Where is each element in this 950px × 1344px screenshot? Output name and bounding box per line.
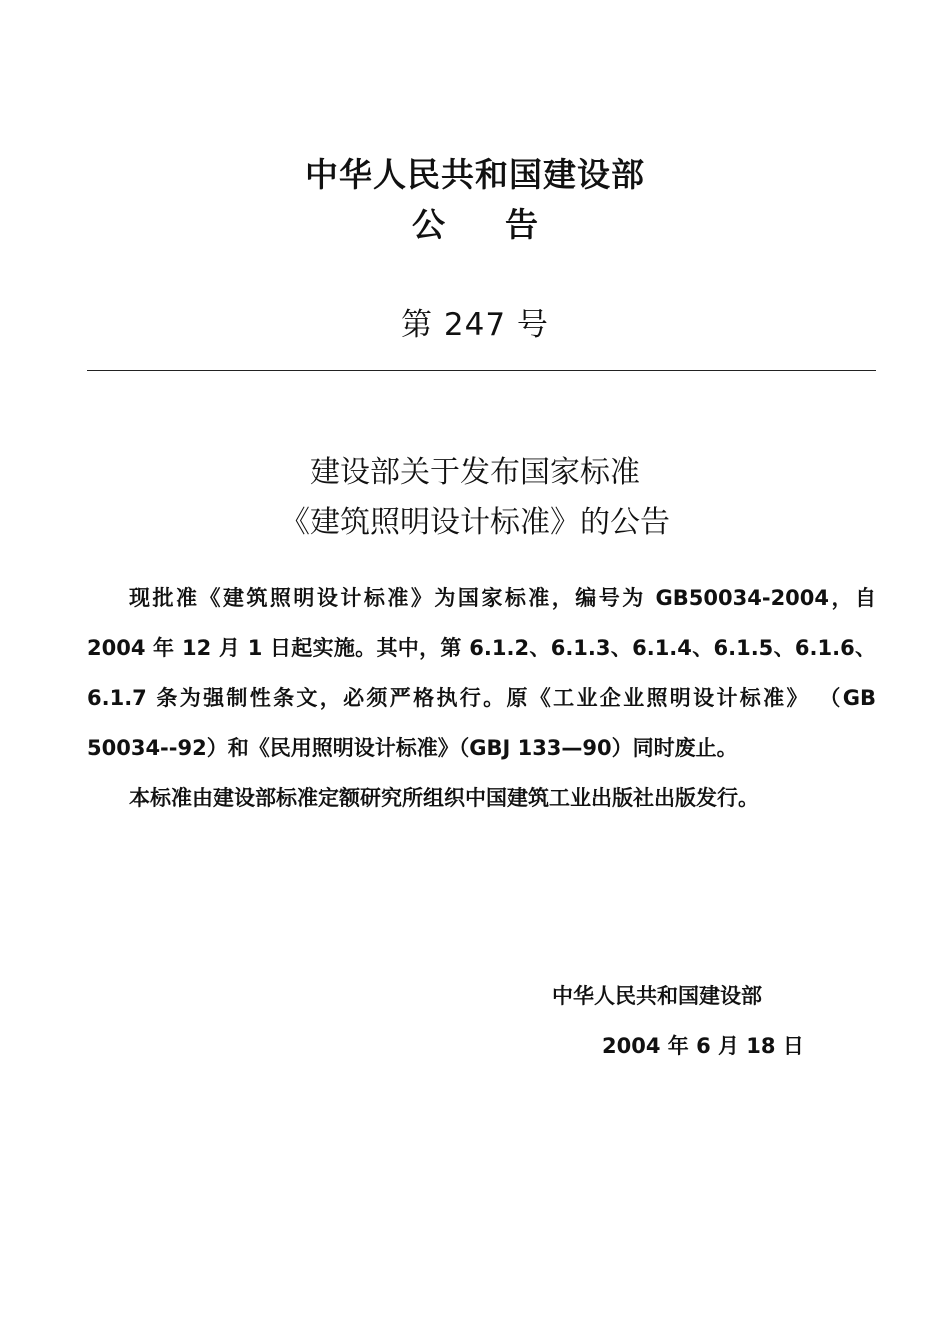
issue-date: 2004 年 6 月 18 日 <box>602 1034 804 1058</box>
header-divider <box>87 370 876 371</box>
subject-line-2: 《建筑照明设计标准》的公告 <box>280 505 670 540</box>
body-paragraph-2: 本标准由建设部标准定额研究所组织中国建筑工业出版社出版发行。 <box>129 786 759 810</box>
subject-line-1: 建设部关于发布国家标准 <box>310 455 640 490</box>
body-paragraph-1: 现批准《建筑照明设计标准》为国家标准，编号为 GB50034-2004，自 2004 年 12 月 1 日起实施。其中，第 6.1.2、6.1.3、6.1.4、6.1.5、6.1.6、6.1.7 条为强制性条文，必须严格执行。原《工业企业照明设计标准》 （GB 50034--92）和《民用照明设计标准》（GBJ 133—90）同时废止。 <box>87 586 876 760</box>
signer-name: 中华人民共和国建设部 <box>552 984 762 1008</box>
document-number: 第 247 号 <box>401 307 549 343</box>
announcement-body <box>87 573 876 823</box>
issuer-title: 中华人民共和国建设部 <box>305 155 645 194</box>
document-type: 公告 <box>412 205 598 244</box>
